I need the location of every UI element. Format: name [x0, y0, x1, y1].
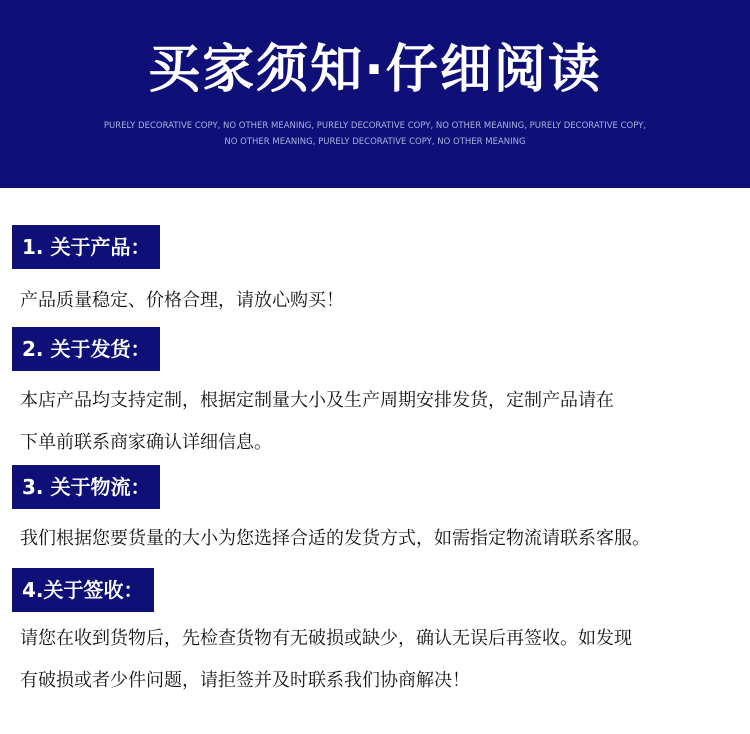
section-text-receipt [20, 618, 748, 702]
text-line: 本店产品均支持定制，根据定制量大小及生产周期安排发货，定制产品请在 [20, 390, 614, 411]
text-line: 产品质量稳定、价格合理，请放心购买！ [20, 290, 344, 311]
text-line: 我们根据您要货量的大小为您选择合适的发货方式，如需指定物流请联系客服。 [20, 528, 650, 549]
page-title: 买家须知·仔细阅读 [148, 40, 602, 100]
section-text-logistics [20, 526, 748, 552]
section-heading-product: 1. 关于产品： [12, 225, 160, 269]
text-line: 下单前联系商家确认详细信息。 [20, 432, 272, 453]
text-line: 请您在收到货物后，先检查货物有无破损或缺少，确认无误后再签收。如发现 [20, 628, 632, 649]
section-heading-receipt: 4.关于签收： [12, 568, 154, 612]
section-heading-logistics: 3. 关于物流： [12, 465, 160, 509]
decorative-subtitle: PURELY DECORATIVE COPY, NO OTHER MEANING, PURELY DECORATIVE COPY, NO OTHER MEANING, PURELY DECORATIVE COPY, NO OTHER MEANING, PURELY DECORATIVE COPY, NO OTHER MEANING [103, 121, 647, 147]
section-text-product [20, 288, 748, 314]
section-heading-shipping: 2. 关于发货： [12, 327, 160, 371]
header-banner [0, 0, 750, 188]
text-line: 有破损或者少件问题，请拒签并及时联系我们协商解决！ [20, 670, 470, 691]
section-text-shipping [20, 380, 748, 464]
